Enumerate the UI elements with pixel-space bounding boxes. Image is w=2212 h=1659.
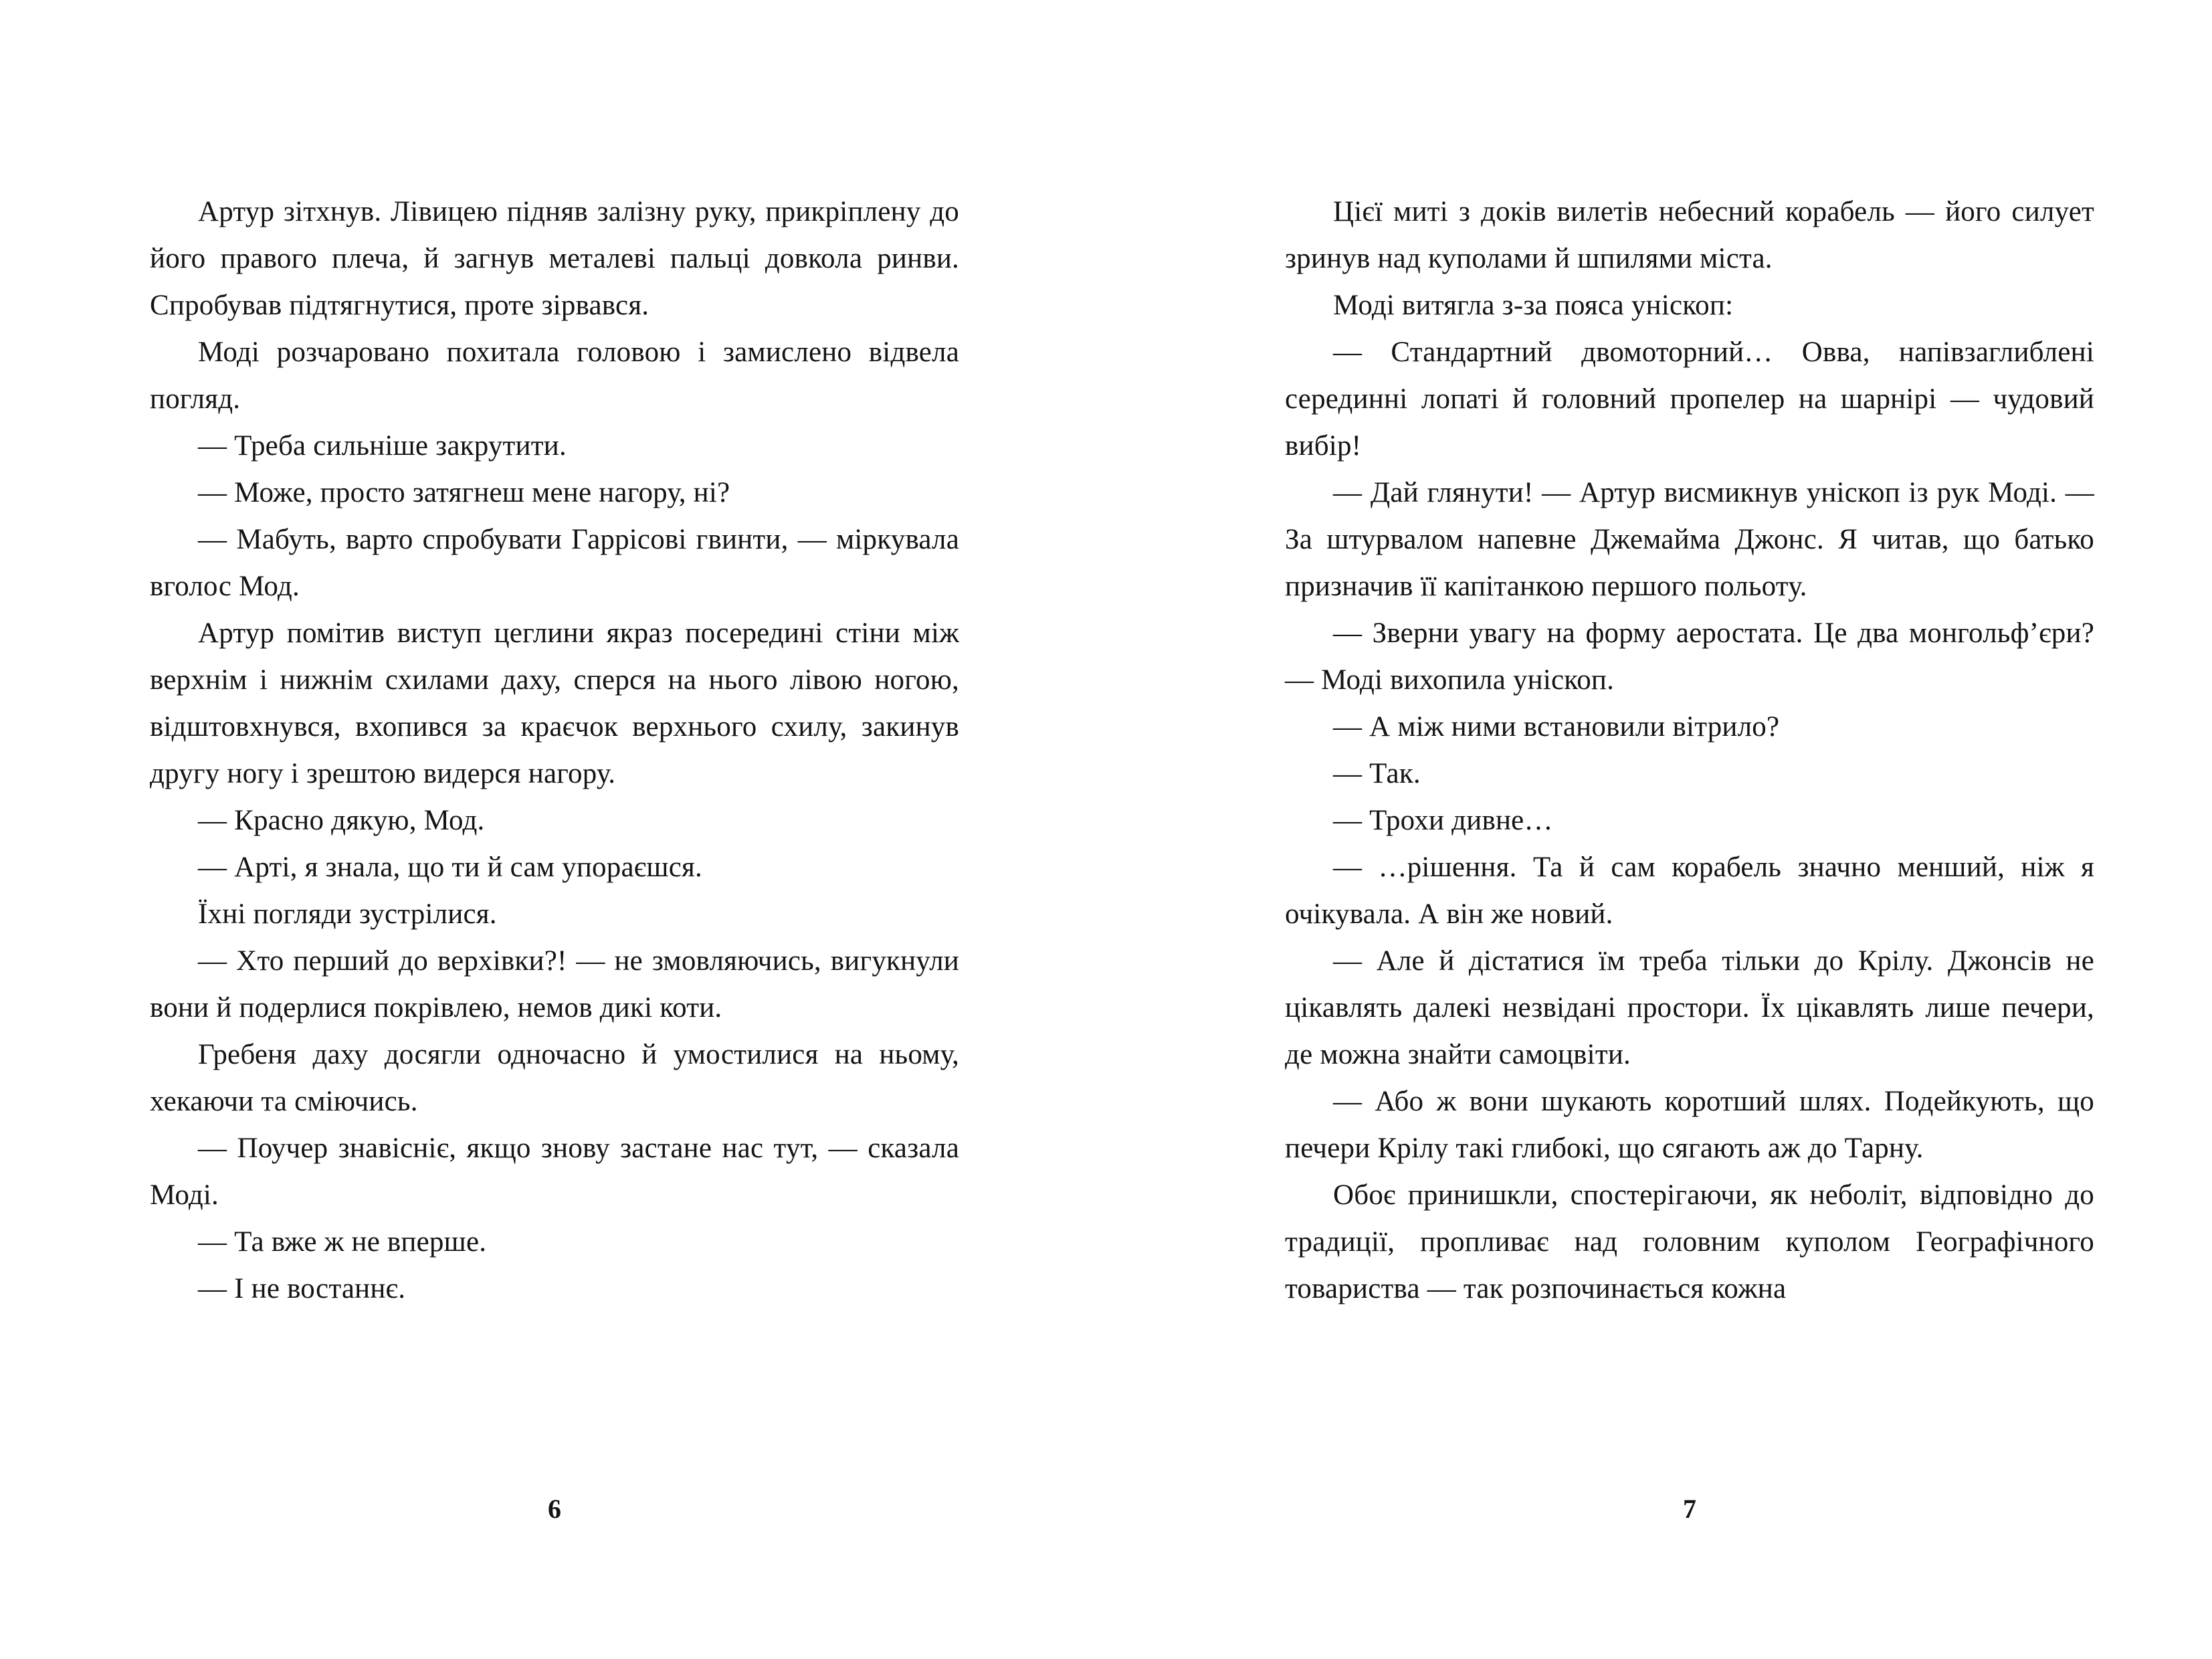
paragraph: — Та вже ж не вперше.: [198, 1226, 487, 1258]
paragraph: — Зверни увагу на форму аеростата. Це два монгольф’єри? — Моді вихопила уніскоп.: [1285, 617, 2094, 696]
paragraph: — Але й дістатися їм треба тільки до Крілу. Джонсів не цікавлять далекі незвідані простори. Їх цікавлять лише печери, де можна знайти самоцвіти.: [1285, 945, 2094, 1070]
paragraph: — Або ж вони шукають коротший шлях. Подейкують, що печери Крілу такі глибокі, що сягають аж до Тарну.: [1285, 1086, 2094, 1164]
page-left-number: 6: [548, 1494, 561, 1524]
paragraph: Моді витягла з-за пояса уніскоп:: [1333, 290, 1734, 321]
paragraph: Їхні погляди зустрілися.: [198, 898, 497, 930]
paragraph: — Арті, я знала, що ти й сам упораєшся.: [198, 852, 702, 883]
paragraph: — …рішення. Та й сам корабель значно менший, ніж я очікувала. А він же новий.: [1285, 852, 2094, 930]
paragraph: — Треба сильніше закрутити.: [198, 430, 567, 462]
page-right-text: [1285, 189, 2094, 1312]
paragraph: — Хто перший до верхівки?! — не змовляючись, вигукнули вони й подерлися покрівлею, немов дикі коти.: [150, 945, 959, 1023]
paragraph: Цієї миті з доків вилетів небесний корабель — його силует зринув над куполами й шпилями міста.: [1285, 196, 2094, 274]
paragraph: Моді розчаровано похитала головою і замислено відвела погляд.: [150, 336, 959, 415]
paragraph: — Красно дякую, Мод.: [198, 805, 485, 836]
page-left-text: [150, 189, 959, 1312]
paragraph: Гребеня даху досягли одночасно й умостилися на ньому, хекаючи та сміючись.: [150, 1039, 959, 1117]
paragraph: — А між ними встановили вітрило?: [1333, 711, 1780, 743]
paragraph: Обоє принишкли, спостерігаючи, як неболіт, відповідно до традиції, пропливає над головним куполом Географічного товариства — так розпочинається кожна: [1285, 1179, 2094, 1304]
paragraph: — Трохи дивне…: [1333, 805, 1553, 836]
paragraph: — Поучер знавісніє, якщо знову застане нас тут, — сказала Моді.: [150, 1133, 959, 1211]
paragraph: — І не востаннє.: [198, 1273, 406, 1304]
paragraph: — Так.: [1333, 758, 1421, 789]
page-right-number: 7: [1683, 1494, 1696, 1524]
paragraph: Артур зітхнув. Лівицею підняв залізну руку, прикріплену до його правого плеча, й загнув металеві пальці довкола ринви. Спробував підтягнутися, проте зірвався.: [150, 196, 959, 321]
paragraph: Артур помітив виступ цеглини якраз посередині стіни між верхнім і нижнім схилами даху, сперся на нього лівою ногою, відштовхнувся, вхопився за краєчок верхнього схилу, закинув другу ногу і зрештою видерся нагору.: [150, 617, 959, 789]
paragraph: — Мабуть, варто спробувати Гаррісові гвинти, — міркувала вголос Мод.: [150, 524, 959, 602]
paragraph: — Стандартний двомоторний… Овва, напівзаглиблені серединні лопаті й головний пропелер на шарнірі — чудовий вибір!: [1285, 336, 2094, 462]
paragraph: — Може, просто затягнеш мене нагору, ні?: [198, 477, 730, 508]
page-right: [1106, 0, 2211, 1659]
paragraph: — Дай глянути! — Артур висмикнув уніскоп із рук Моді. — За штурвалом напевне Джемайма Джонс. Я читав, що батько призначив її капітанкою першого польоту.: [1285, 477, 2094, 602]
